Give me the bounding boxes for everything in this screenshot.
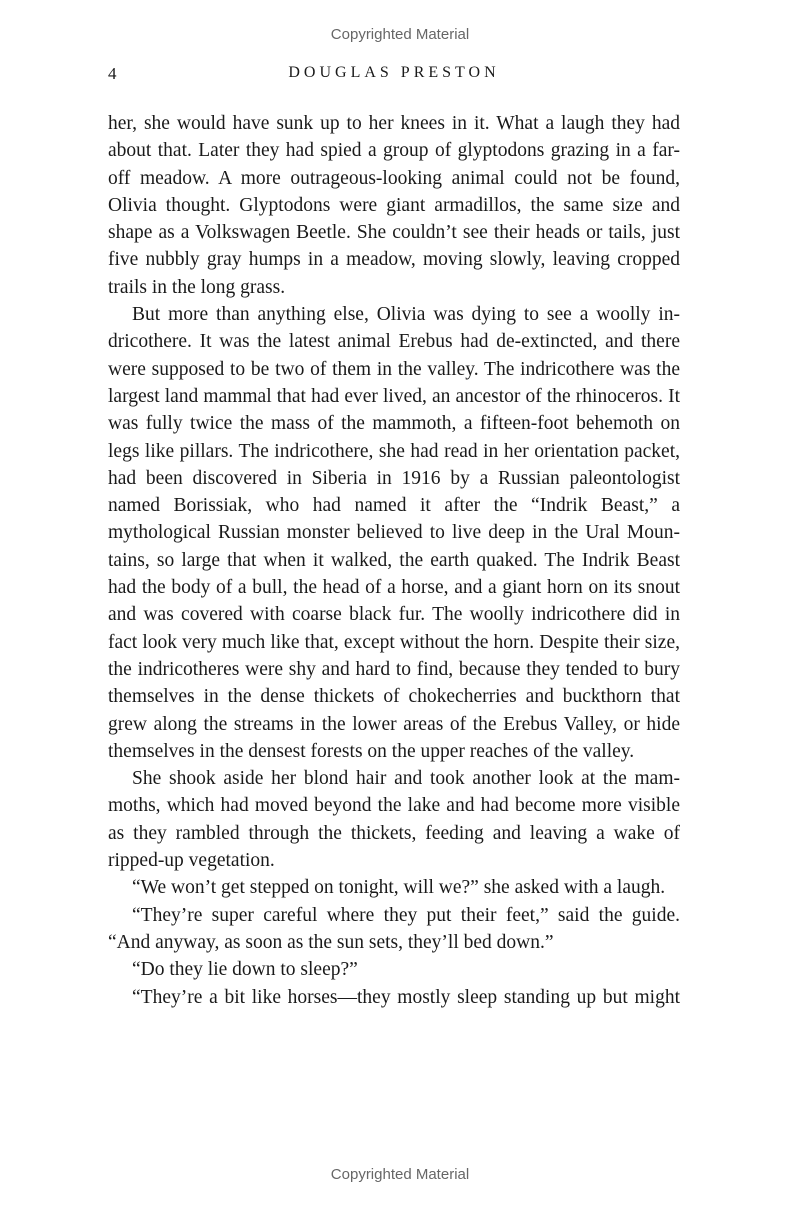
paragraph-4: “We won’t get stepped on tonight, will we?” she asked with a laugh. bbox=[132, 877, 666, 899]
copyright-watermark-bottom: Copyrighted Material bbox=[330, 1166, 470, 1183]
paragraph-6: “Do they lie down to sleep?” bbox=[132, 959, 358, 981]
running-head-author: DOUGLAS PRESTON bbox=[288, 64, 500, 81]
paragraph-1: her, she would have sunk up to her knees in it. What a laugh they had about that. Later they had spied a group of glyptodons grazing in a far-off meadow. A more outrageous-looking animal could not be found, Olivia thought. Glyptodons were giant armadillos, the same size and shape as a Volkswagen Beetle. She couldn’t see their heads or tails, just five nubbly gray humps in a meadow, moving slowly, leaving cropped trails in the long grass. bbox=[108, 113, 680, 298]
copyright-watermark-top: Copyrighted Material bbox=[330, 26, 470, 43]
paragraph-5: “They’re super careful where they put their feet,” said the guide. “And anyway, as soon as the sun sets, they’ll bed down.” bbox=[108, 904, 680, 953]
paragraph-7: “They’re a bit like horses—they mostly sleep standing up but might bbox=[132, 986, 680, 1008]
body-text bbox=[108, 110, 680, 1011]
paragraph-2: But more than anything else, Olivia was dying to see a woolly indricothere. It was the latest animal Erebus had de-extincted, and there were supposed to be two of them in the valley. The indricothere was the largest land mammal that had ever lived, an ancestor of the rhinoceros. It was fully twice the mass of the mammoth, a fifteen-foot behemoth on legs like pillars. The indricothere, she had read in her orientation packet, had been discovered in Siberia in 1916 by a Russian paleontologist named Borissiak, who had named it after the “Indrik Beast,” a mythological Russian monster believed to live deep in the Ural Mountains, so large that when it walked, the earth quaked. The Indrik Beast had the body of a bull, the head of a horse, and a giant horn on its snout and was covered with coarse black fur. The woolly indricothere did in fact look very much like that, except without the horn. Despite their size, the indricotheres were shy and hard to find, because they tended to bury themselves in the dense thickets of chokecherries and buckthorn that grew along the streams in the lower areas of the Erebus Valley, or hide themselves in the densest forests on the upper reaches of the valley. bbox=[108, 304, 680, 762]
page-number: 4 bbox=[108, 64, 117, 83]
running-head bbox=[108, 64, 680, 88]
paragraph-3: She shook aside her blond hair and took another look at the mammoths, which had moved beyond the lake and had become more visible as they rambled through the thickets, feeding and leaving a wake of ripped-up vegetation. bbox=[108, 768, 680, 872]
